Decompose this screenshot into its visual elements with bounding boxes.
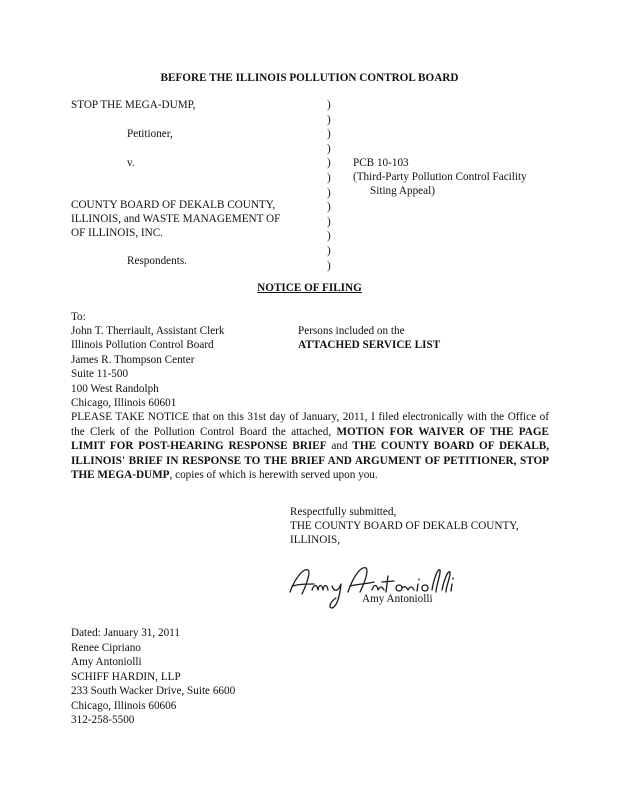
respondents-line-2: ILLINOIS, and WASTE MANAGEMENT OF [71,213,281,225]
signature-name: Amy Antoniolli [362,593,433,605]
addressee-line: Illinois Pollution Control Board [71,339,214,352]
addressee-line: Suite 11-500 [71,368,129,381]
addressee-block [71,324,225,410]
respectfully-submitted: Respectfully submitted, [290,506,397,518]
attached-service-list: ATTACHED SERVICE LIST [298,339,441,351]
paren: ) [327,186,331,199]
notice-text-1: PLEASE TAKE NOTICE that on this 31st day of January, 2011, I filed electronically with the Office of the Clerk of the Pollution Control Board the attached, [71,411,549,438]
motion-title: MOTION FOR WAIVER OF THE PAGE LIMIT FOR POST-HEARING RESPONSE BRIEF [71,425,550,453]
notice-text-2: and [326,440,353,453]
paren: ) [327,230,331,243]
paren: ) [327,142,331,155]
paren: ) [327,201,331,214]
paren: ) [327,259,331,272]
attorney-block [71,626,235,728]
notice-paragraph [71,410,549,483]
to-label: To: [71,311,86,323]
persons-included: Persons included on the [298,325,405,337]
dated-line: Dated: January 31, 2011 [71,627,180,639]
paren: ) [327,171,331,184]
respondents-line-3: OF ILLINOIS, INC. [71,227,163,239]
signing-party-line-1: THE COUNTY BOARD OF DEKALB COUNTY, [290,520,519,532]
notice-title: NOTICE OF FILING [257,282,362,294]
notice-text-3: , copies of which is herewith served upon you. [169,469,378,482]
firm-address: 233 South Wacker Drive, Suite 6600 [71,685,236,697]
paren: ) [327,128,331,141]
addressee-line: James R. Thompson Center [71,353,195,366]
attorney-name: Amy Antoniolli [71,656,142,668]
document-title: BEFORE THE ILLINOIS POLLUTION CONTROL BOARD [160,72,459,84]
attorney-name: Renee Cipriano [71,641,141,654]
petitioner-role: Petitioner, [127,128,173,140]
firm-phone: 312-258-5500 [71,714,135,726]
brief-title: THE COUNTY BOARD OF DEKALB, ILLINOIS' BRIEF IN RESPONSE TO THE BRIEF AND ARGUMENT OF PETITIONER, STOP THE MEGA-DUMP [71,440,550,482]
respondents-role: Respondents. [127,255,187,267]
addressee-line: John T. Therriault, Assistant Clerk [71,325,225,337]
petitioner-name: STOP THE MEGA-DUMP, [71,99,196,111]
signing-party-line-2: ILLINOIS, [290,534,341,546]
paren: ) [327,99,331,111]
paren: ) [327,244,331,257]
caption-parentheses [327,98,331,273]
paren: ) [327,157,331,170]
case-type-line-2: Siting Appeal) [370,185,435,197]
addressee-line: 100 West Randolph [71,382,159,395]
addressee-line: Chicago, Illinois 60601 [71,397,177,410]
paren: ) [327,215,331,228]
paren: ) [327,113,331,126]
firm-city: Chicago, Illinois 60606 [71,699,177,712]
versus: v. [127,157,135,169]
firm-name: SCHIFF HARDIN, LLP [71,670,181,683]
respondents-line-1: COUNTY BOARD OF DEKALB COUNTY, [71,199,276,211]
case-type-line-1: (Third-Party Pollution Control Facility [353,171,527,183]
case-number: PCB 10-103 [353,157,409,169]
